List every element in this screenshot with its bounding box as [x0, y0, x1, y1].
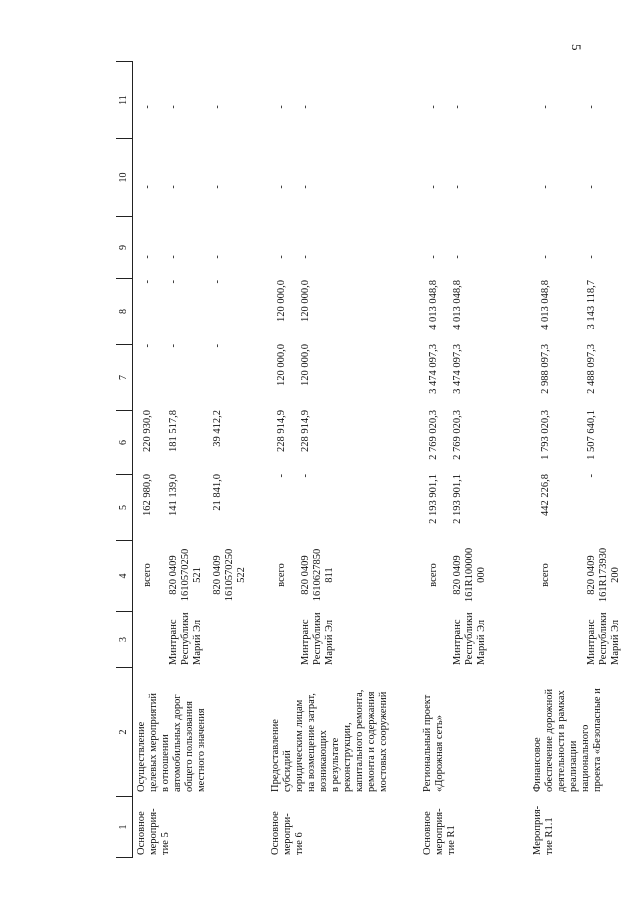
- row-3-line-1-col9: -: [428, 255, 439, 259]
- row-1-line-2-col7: -: [168, 344, 179, 348]
- row-1-line-1-col7: -: [142, 344, 153, 348]
- row-1-description: Осуществление целевых мероприятий в отношении автомобильных дорог общего пользования местного значения: [136, 692, 207, 792]
- row-4-line-1-col8: 4 013 048,8: [540, 280, 551, 330]
- row-1-line-3-col6: 39 412,2: [212, 410, 223, 447]
- row-2-line-2-col9: -: [300, 255, 311, 259]
- row-1-line-2-executor: Минтранс Республики Марий Эл: [168, 612, 203, 665]
- row-1-line-1-col5: 162 980,0: [142, 474, 153, 516]
- header-col-4: 4: [116, 540, 132, 611]
- row-4-line-2-col6: 1 507 640,1: [586, 410, 597, 460]
- budget-table: [116, 61, 631, 858]
- row-3-line-1-col7: 3 474 097,3: [428, 344, 439, 394]
- row-2-line-2-col8: 120 000,0: [300, 280, 311, 322]
- row-4-line-2-col9: -: [586, 255, 597, 259]
- row-1-line-2-code: 820 0409 1610570250 521: [168, 548, 203, 602]
- row-4-line-1-col5: 442 226,8: [540, 474, 551, 516]
- table-header: [116, 61, 133, 858]
- row-1-line-3-col10: -: [212, 185, 223, 189]
- header-col-11: 11: [116, 61, 132, 138]
- row-2-line-2-col6: 228 914,9: [300, 410, 311, 452]
- row-2-code: Основное меропри- тие 6: [270, 811, 305, 855]
- row-1-line-3-col8: -: [212, 280, 223, 284]
- row-1-line-2-col5: 141 139,0: [168, 474, 179, 516]
- row-2-line-2-col10: -: [300, 185, 311, 189]
- row-2-line-2-code: 820 0409 1610627850 811: [300, 548, 335, 602]
- row-2-line-1-code: всего: [276, 563, 287, 587]
- row-4-line-2-col10: -: [586, 185, 597, 189]
- row-3-line-2-col5: 2 193 901,1: [452, 474, 463, 524]
- row-4-description: Финансовое обеспечение дорожной деятельности в рамках реализации национального проекта «Безопасные и: [532, 688, 603, 792]
- row-3-code: Основное мероприя- тие R1: [422, 808, 457, 855]
- row-4-line-1-col10: -: [540, 185, 551, 189]
- row-3-line-2-col6: 2 769 020,3: [452, 410, 463, 460]
- row-2-line-1-col7: 120 000,0: [276, 344, 287, 386]
- row-4-line-2-code: 820 0409 161R173930 200: [586, 547, 621, 603]
- row-4-line-1-col9: -: [540, 255, 551, 259]
- row-1-line-2-col9: -: [168, 255, 179, 259]
- row-1-line-2-col11: -: [168, 105, 179, 109]
- row-3-line-1-col11: -: [428, 105, 439, 109]
- row-3-line-2-col10: -: [452, 185, 463, 189]
- row-2-line-1-col5: -: [276, 474, 287, 478]
- row-1-line-1-col10: -: [142, 185, 153, 189]
- row-2-line-1-col9: -: [276, 255, 287, 259]
- row-4-line-2-col7: 2 488 097,3: [586, 344, 597, 394]
- header-col-8: 8: [116, 278, 132, 344]
- row-3-line-1-code: всего: [428, 563, 439, 587]
- header-col-7: 7: [116, 344, 132, 410]
- row-2-line-2-executor: Минтранс Республики Марий Эл: [300, 612, 335, 665]
- header-col-3: 3: [116, 611, 132, 667]
- row-3-line-2-col9: -: [452, 255, 463, 259]
- row-3-line-1-col10: -: [428, 185, 439, 189]
- row-3-line-1-col8: 4 013 048,8: [428, 280, 439, 330]
- row-3-line-2-col7: 3 474 097,3: [452, 344, 463, 394]
- row-4-line-1-col6: 1 793 020,3: [540, 410, 551, 460]
- row-2-line-1-col10: -: [276, 185, 287, 189]
- row-3-line-2-code: 820 0409 161R100000 000: [452, 547, 487, 603]
- row-1-line-1-code: всего: [142, 563, 153, 587]
- row-1-line-1-col11: -: [142, 105, 153, 109]
- row-1-line-3-code: 820 0409 1610570250 522: [212, 548, 247, 602]
- row-2-line-1-col8: 120 000,0: [276, 280, 287, 322]
- row-2-line-1-col6: 228 914,9: [276, 410, 287, 452]
- row-3-line-2-col8: 4 013 048,8: [452, 280, 463, 330]
- row-1-line-1-col8: -: [142, 280, 153, 284]
- header-col-2: 2: [116, 667, 132, 796]
- row-3-description: Региональный проект «Дорожная сеть»: [422, 694, 445, 792]
- row-4-line-1-code: всего: [540, 563, 551, 587]
- row-4-line-2-col11: -: [586, 105, 597, 109]
- row-1-line-2-col10: -: [168, 185, 179, 189]
- header-col-10: 10: [116, 138, 132, 216]
- row-4-line-1-col7: 2 988 097,3: [540, 344, 551, 394]
- row-3-line-2-col11: -: [452, 105, 463, 109]
- row-1-line-1-col6: 220 930,0: [142, 410, 153, 452]
- row-4-line-2-executor: Минтранс Республики Марий Эл: [586, 612, 621, 665]
- row-2-line-2-col7: 120 000,0: [300, 344, 311, 386]
- row-1-line-3-col7: -: [212, 344, 223, 348]
- row-1-line-3-col9: -: [212, 255, 223, 259]
- row-1-line-1-col9: -: [142, 255, 153, 259]
- row-4-line-2-col5: -: [586, 474, 597, 478]
- header-col-5: 5: [116, 474, 132, 540]
- row-1-line-2-col8: -: [168, 280, 179, 284]
- row-4-line-2-col8: 3 143 118,7: [586, 280, 597, 330]
- row-4-line-1-col11: -: [540, 105, 551, 109]
- row-2-line-2-col5: -: [300, 474, 311, 478]
- row-2-line-2-col11: -: [300, 105, 311, 109]
- row-1-line-3-col5: 21 841,0: [212, 474, 223, 511]
- row-3-line-1-col5: 2 193 901,1: [428, 474, 439, 524]
- row-1-line-2-col6: 181 517,8: [168, 410, 179, 452]
- row-1-line-3-col11: -: [212, 105, 223, 109]
- row-1-code: Основное мероприя- тие 5: [136, 808, 171, 855]
- header-col-6: 6: [116, 410, 132, 474]
- row-2-line-1-col11: -: [276, 105, 287, 109]
- row-2-description: Предоставление субсидий юридическим лицам на возмещение затрат, возникающих в результате реконструкции, капитального ремонта, ремонта и содержания мостовых сооружений: [270, 689, 389, 792]
- row-3-line-1-col6: 2 769 020,3: [428, 410, 439, 460]
- row-4-code: Мероприя- тие R1.1: [532, 805, 555, 855]
- header-col-9: 9: [116, 216, 132, 278]
- row-3-line-2-executor: Минтранс Республики Марий Эл: [452, 612, 487, 665]
- page-number: 5: [569, 44, 584, 51]
- header-col-1: 1: [116, 796, 132, 858]
